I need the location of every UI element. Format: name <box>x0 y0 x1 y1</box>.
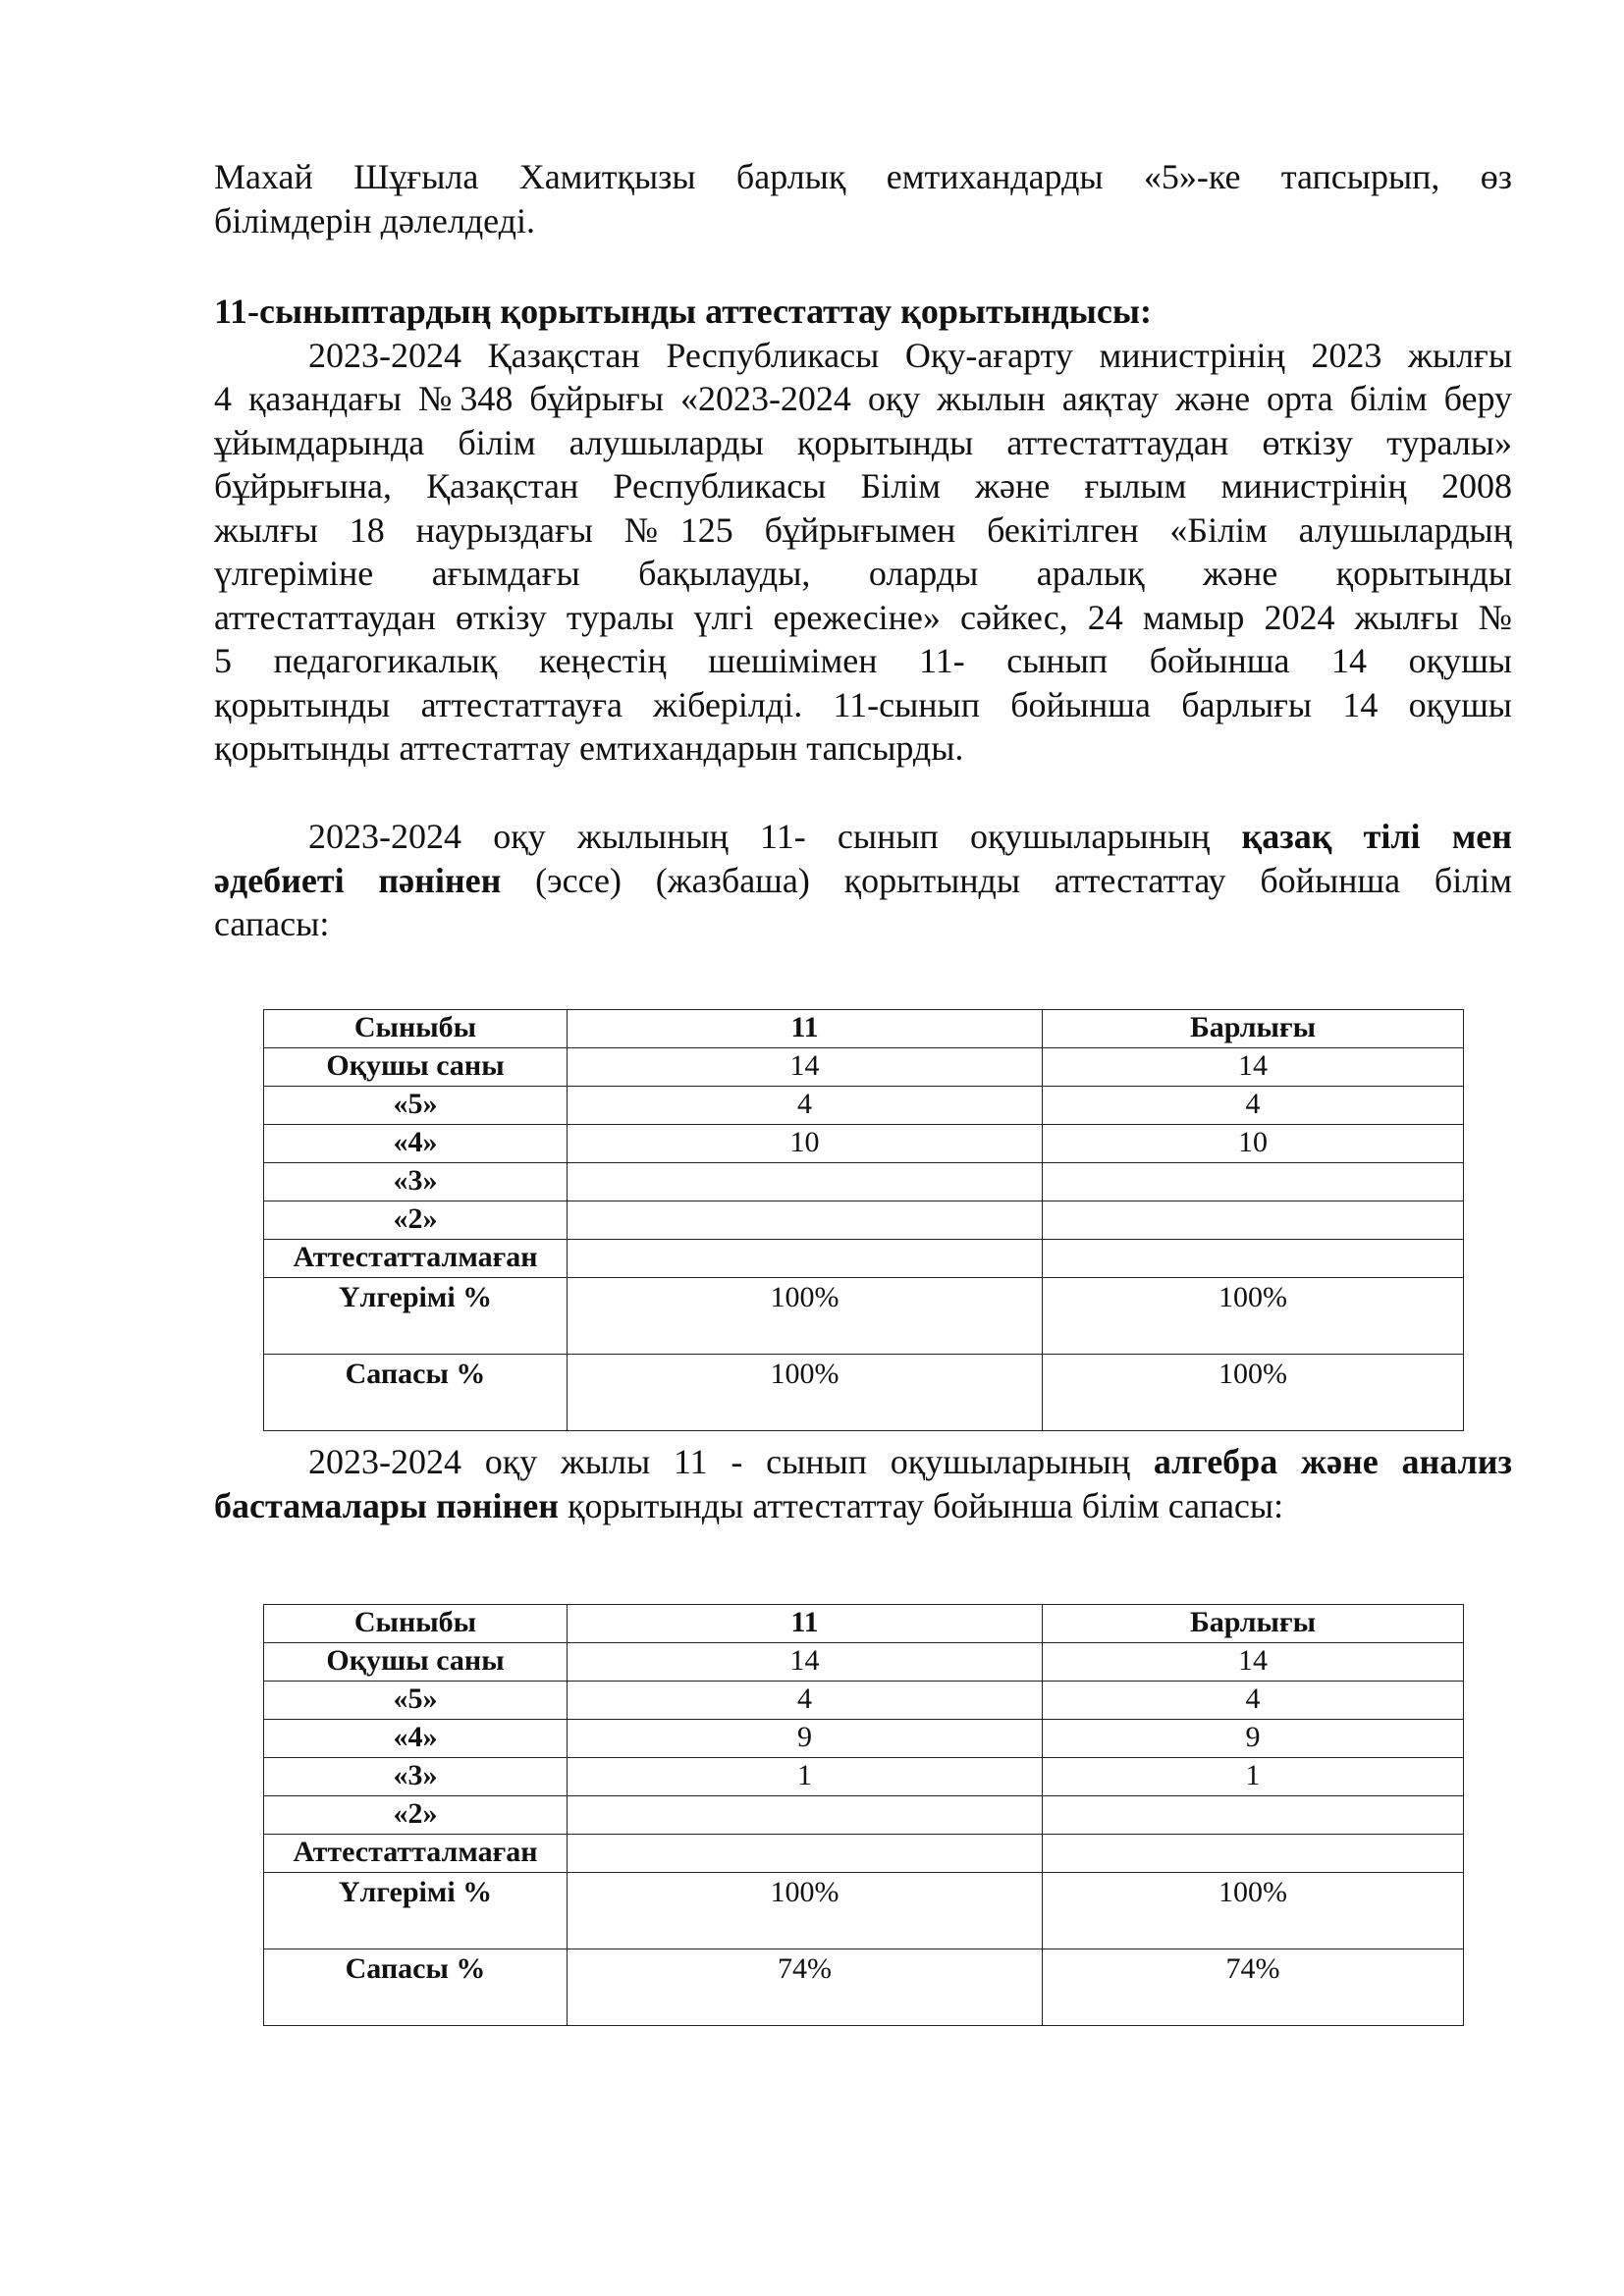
table-cell: 4 <box>1043 1682 1464 1720</box>
table-row <box>264 1048 1464 1087</box>
section-line: қорытынды аттестаттау емтихандарын тапсырды. <box>214 728 964 768</box>
header-cell: 11 <box>568 1605 1043 1643</box>
row-label: Сапасы % <box>264 1355 568 1431</box>
table-header-row <box>264 1605 1464 1643</box>
table-row <box>264 1720 1464 1758</box>
table-cell: 14 <box>1043 1048 1464 1087</box>
intro-paragraph <box>214 155 1512 242</box>
header-cell: Барлығы <box>1043 1605 1464 1643</box>
algebra-results-table <box>263 1604 1464 2026</box>
section-line: жылғы 18 наурыздағы №125 бұйрығымен бекітілген «Білім алушылардың <box>214 509 1512 550</box>
table-row <box>264 1201 1464 1240</box>
section-line: үлгеріміне ағымдағы бақылауды, оларды аралық және қорытынды <box>214 554 1512 593</box>
table-cell: 100% <box>568 1873 1043 1949</box>
kazakh-results-table <box>263 1009 1464 1431</box>
table-cell <box>1043 1201 1464 1240</box>
header-cell: Барлығы <box>1043 1010 1464 1048</box>
section-line: 5 педагогикалық кеңестің шешімімен 11- сынып бойынша 14 оқушы <box>214 641 1512 680</box>
row-label: Үлгерімі % <box>264 1873 568 1949</box>
row-label: Аттестатталмаған <box>264 1240 568 1278</box>
kazakh-line: сапасы: <box>214 904 330 943</box>
table-cell: 14 <box>1043 1643 1464 1682</box>
attestation-section <box>214 290 1512 771</box>
table-cell: 1 <box>1043 1758 1464 1796</box>
section-line: аттестаттаудан өткізу туралы үлгі ережесіне» сәйкес, 24 мамыр 2024 жылғы № <box>214 597 1512 637</box>
table-row <box>264 1087 1464 1125</box>
table-cell <box>568 1201 1043 1240</box>
section-line: 2023-2024 Қазақстан Республикасы Оқу-ағарту министрінің 2023 жылғы <box>308 335 1512 375</box>
table-cell: 4 <box>568 1087 1043 1125</box>
row-label: «2» <box>264 1201 568 1240</box>
row-label: «3» <box>264 1758 568 1796</box>
section-line: бұйрығына, Қазақстан Республикасы Білім және ғылым министрінің 2008 <box>214 466 1512 506</box>
intro-line: білімдерін дәлелдеді. <box>214 200 535 240</box>
table-cell: 100% <box>1043 1873 1464 1949</box>
table-cell: 100% <box>568 1278 1043 1355</box>
table-cell <box>568 1835 1043 1873</box>
kazakh-paragraph <box>214 815 1512 946</box>
row-label: Оқушы саны <box>264 1048 568 1087</box>
table-cell <box>1043 1796 1464 1835</box>
row-label: «5» <box>264 1682 568 1720</box>
section-line: қорытынды аттестаттауға жіберілді. 11-сынып бойынша барлығы 14 оқушы <box>214 684 1512 724</box>
table-cell: 100% <box>1043 1278 1464 1355</box>
table-row <box>264 1278 1464 1355</box>
table-cell <box>568 1796 1043 1835</box>
algebra-line: бастамалары пәнінен қорытынды аттестаттау бойынша білім сапасы: <box>214 1485 1284 1525</box>
table-cell: 9 <box>568 1720 1043 1758</box>
row-label: Үлгерімі % <box>264 1278 568 1355</box>
table-cell <box>568 1163 1043 1201</box>
algebra-line: 2023-2024 оқу жылы 11 - сынып оқушыларының алгебра және анализ <box>308 1442 1512 1481</box>
table-row <box>264 1873 1464 1949</box>
table-cell <box>1043 1835 1464 1873</box>
table-header-row <box>264 1010 1464 1048</box>
row-label: «4» <box>264 1720 568 1758</box>
row-label: Сапасы % <box>264 1949 568 2026</box>
table-row <box>264 1163 1464 1201</box>
table-cell: 74% <box>568 1949 1043 2026</box>
kazakh-line: әдебиеті пәнінен (эссе) (жазбаша) қорытынды аттестаттау бойынша білім <box>214 860 1512 900</box>
table-row <box>264 1835 1464 1873</box>
section-line: ұйымдарында білім алушыларды қорытынды аттестаттаудан өткізу туралы» <box>214 422 1512 462</box>
intro-line: Махай Шұғыла Хамитқызы барлық емтихандарды «5»-ке тапсырып, өз <box>214 157 1512 196</box>
row-label: «2» <box>264 1796 568 1835</box>
table-cell: 100% <box>568 1355 1043 1431</box>
row-label: Оқушы саны <box>264 1643 568 1682</box>
table-cell: 9 <box>1043 1720 1464 1758</box>
table-cell <box>1043 1163 1464 1201</box>
row-label: «3» <box>264 1163 568 1201</box>
table-cell: 74% <box>1043 1949 1464 2026</box>
table-row <box>264 1682 1464 1720</box>
header-cell: 11 <box>568 1010 1043 1048</box>
table-cell: 10 <box>1043 1125 1464 1163</box>
row-label: «4» <box>264 1125 568 1163</box>
table-cell: 10 <box>568 1125 1043 1163</box>
row-label: «5» <box>264 1087 568 1125</box>
algebra-paragraph <box>214 1440 1512 1527</box>
table-row <box>264 1355 1464 1431</box>
table-cell: 1 <box>568 1758 1043 1796</box>
table-cell <box>568 1240 1043 1278</box>
table-cell: 4 <box>568 1682 1043 1720</box>
header-cell: Сыныбы <box>264 1605 568 1643</box>
table-row <box>264 1796 1464 1835</box>
table-row <box>264 1240 1464 1278</box>
table-cell: 14 <box>568 1643 1043 1682</box>
table-cell <box>1043 1240 1464 1278</box>
section-heading: 11-сыныптардың қорытынды аттестаттау қорытындысы: <box>214 292 1152 331</box>
kazakh-line: 2023-2024 оқу жылының 11- сынып оқушыларының қазақ тілі мен <box>308 817 1512 856</box>
table-cell: 100% <box>1043 1355 1464 1431</box>
table-row <box>264 1949 1464 2026</box>
row-label: Аттестатталмаған <box>264 1835 568 1873</box>
table-row <box>264 1758 1464 1796</box>
section-line: 4 қазандағы №348 бұйрығы «2023-2024 оқу жылын аяқтау және орта білім беру <box>214 379 1512 418</box>
table-cell: 14 <box>568 1048 1043 1087</box>
header-cell: Сыныбы <box>264 1010 568 1048</box>
table-row <box>264 1643 1464 1682</box>
table-row <box>264 1125 1464 1163</box>
table-cell: 4 <box>1043 1087 1464 1125</box>
